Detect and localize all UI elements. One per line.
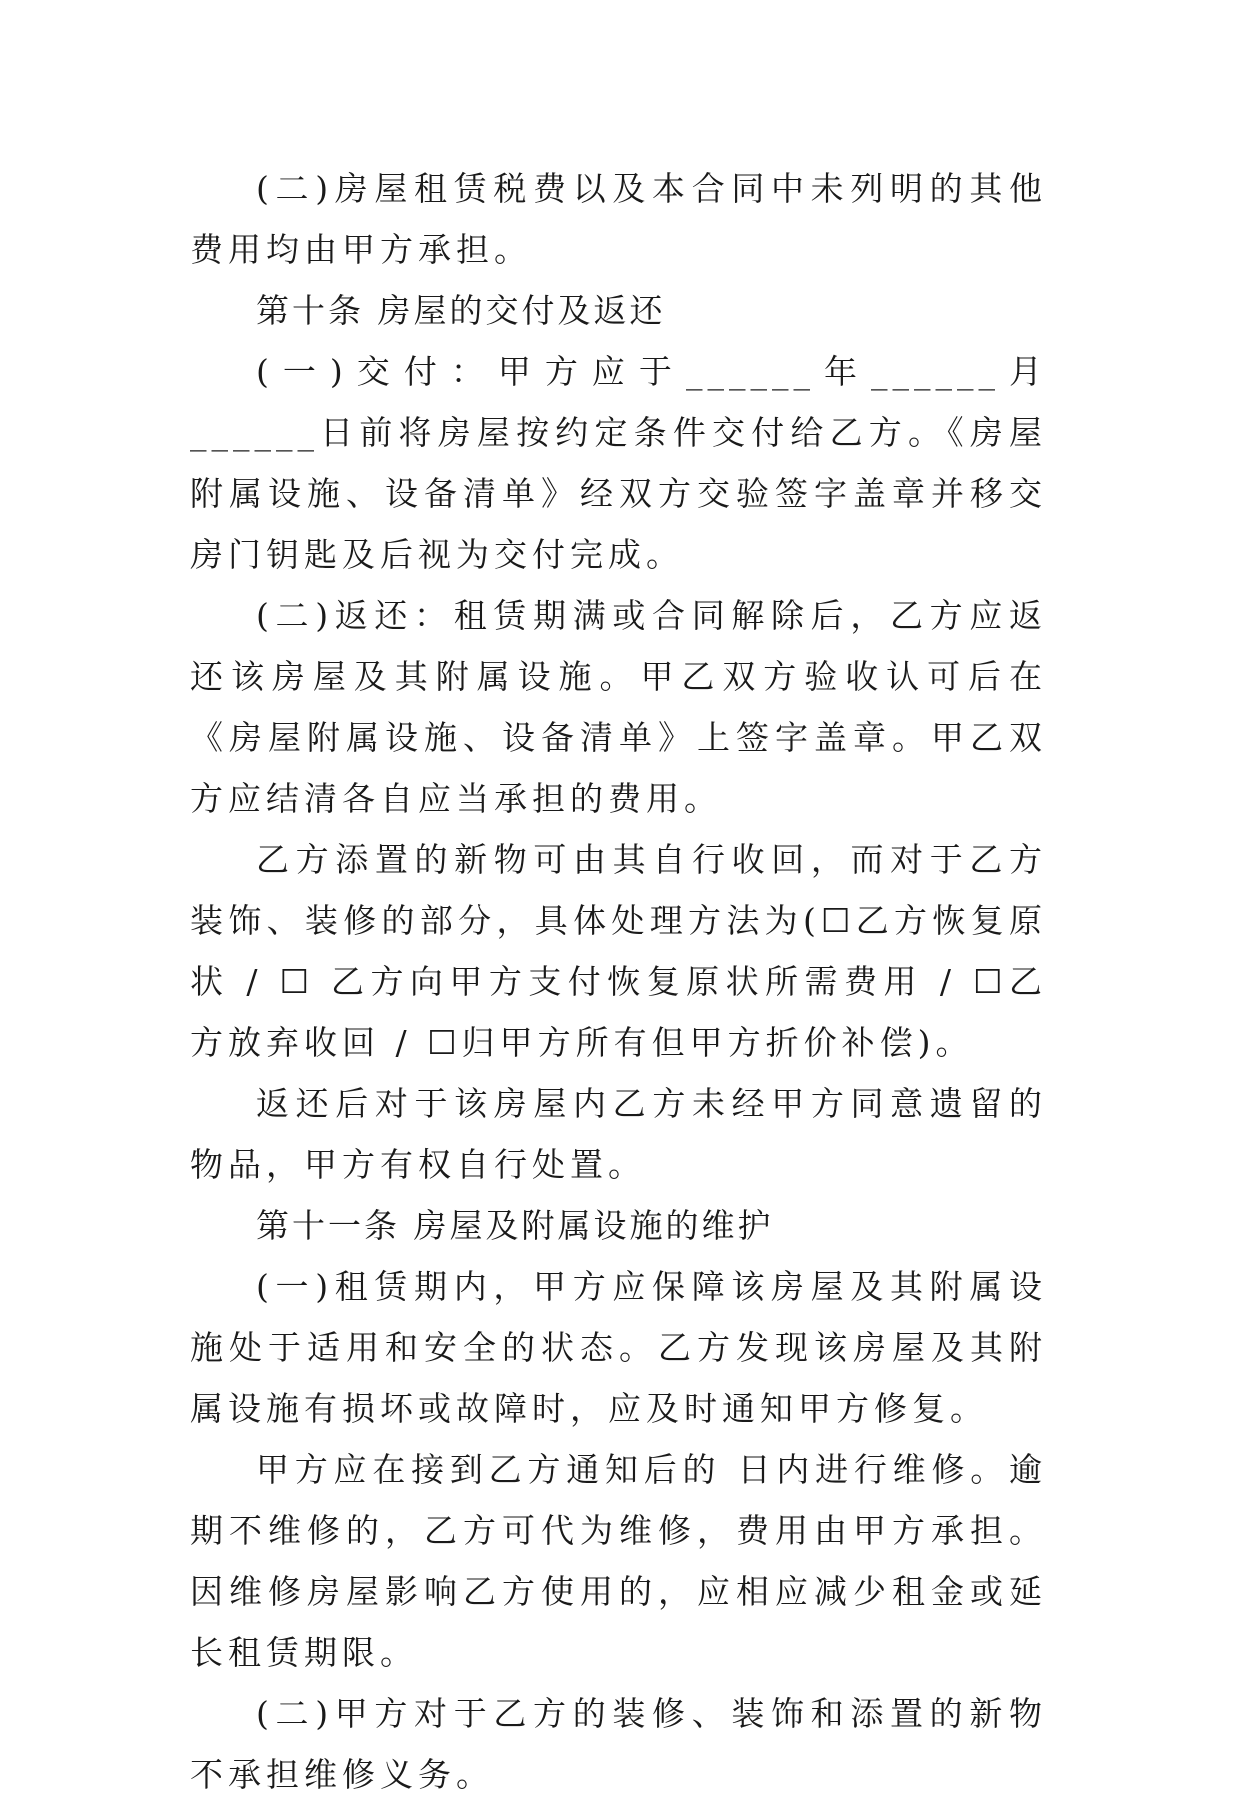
paragraph-maintenance-duty: (一)租赁期内，甲方应保障该房屋及其附属设施处于适用和安全的状态。乙方发现该房屋及其附属设施有损坏或故障时，应及时通知甲方修复。 — [190, 1267, 1047, 1428]
paragraph-left-items: 返还后对于该房屋内乙方未经甲方同意遗留的物品，甲方有权自行处置。 — [190, 1084, 1047, 1184]
paragraph-decoration-options: 乙方添置的新物可由其自行收回，而对于乙方装饰、装修的部分，具体处理方法为(☐乙方恢复原状 / ☐ 乙方向甲方支付恢复原状所需费用 / ☐乙方放弃收回 / ☐归甲方所有但甲方折价补偿)。 — [190, 840, 1047, 1062]
document-body — [190, 158, 1047, 1805]
paragraph-fees: (二)房屋租赁税费以及本合同中未列明的其他费用均由甲方承担。 — [190, 169, 1047, 269]
paragraph-return: (二)返还：租赁期满或合同解除后，乙方应返还该房屋及其附属设施。甲乙双方验收认可后在《房屋附属设施、设备清单》上签字盖章。甲乙双方应结清各自应当承担的费用。 — [190, 596, 1047, 818]
paragraph-repair-deadline: 甲方应在接到乙方通知后的 日内进行维修。逾期不维修的，乙方可代为维修，费用由甲方承担。因维修房屋影响乙方使用的，应相应减少租金或延长租赁期限。 — [190, 1450, 1047, 1672]
article-10-heading: 第十条 房屋的交付及返还 — [256, 291, 666, 330]
article-11-heading: 第十一条 房屋及附属设施的维护 — [256, 1206, 774, 1245]
paragraph-delivery: (一)交付：甲方应于______年______月______日前将房屋按约定条件交付给乙方。《房屋附属设施、设备清单》经双方交验签字盖章并移交房门钥匙及后视为交付完成。 — [190, 352, 1047, 574]
paragraph-no-repair-duty: (二)甲方对于乙方的装修、装饰和添置的新物不承担维修义务。 — [190, 1694, 1047, 1794]
